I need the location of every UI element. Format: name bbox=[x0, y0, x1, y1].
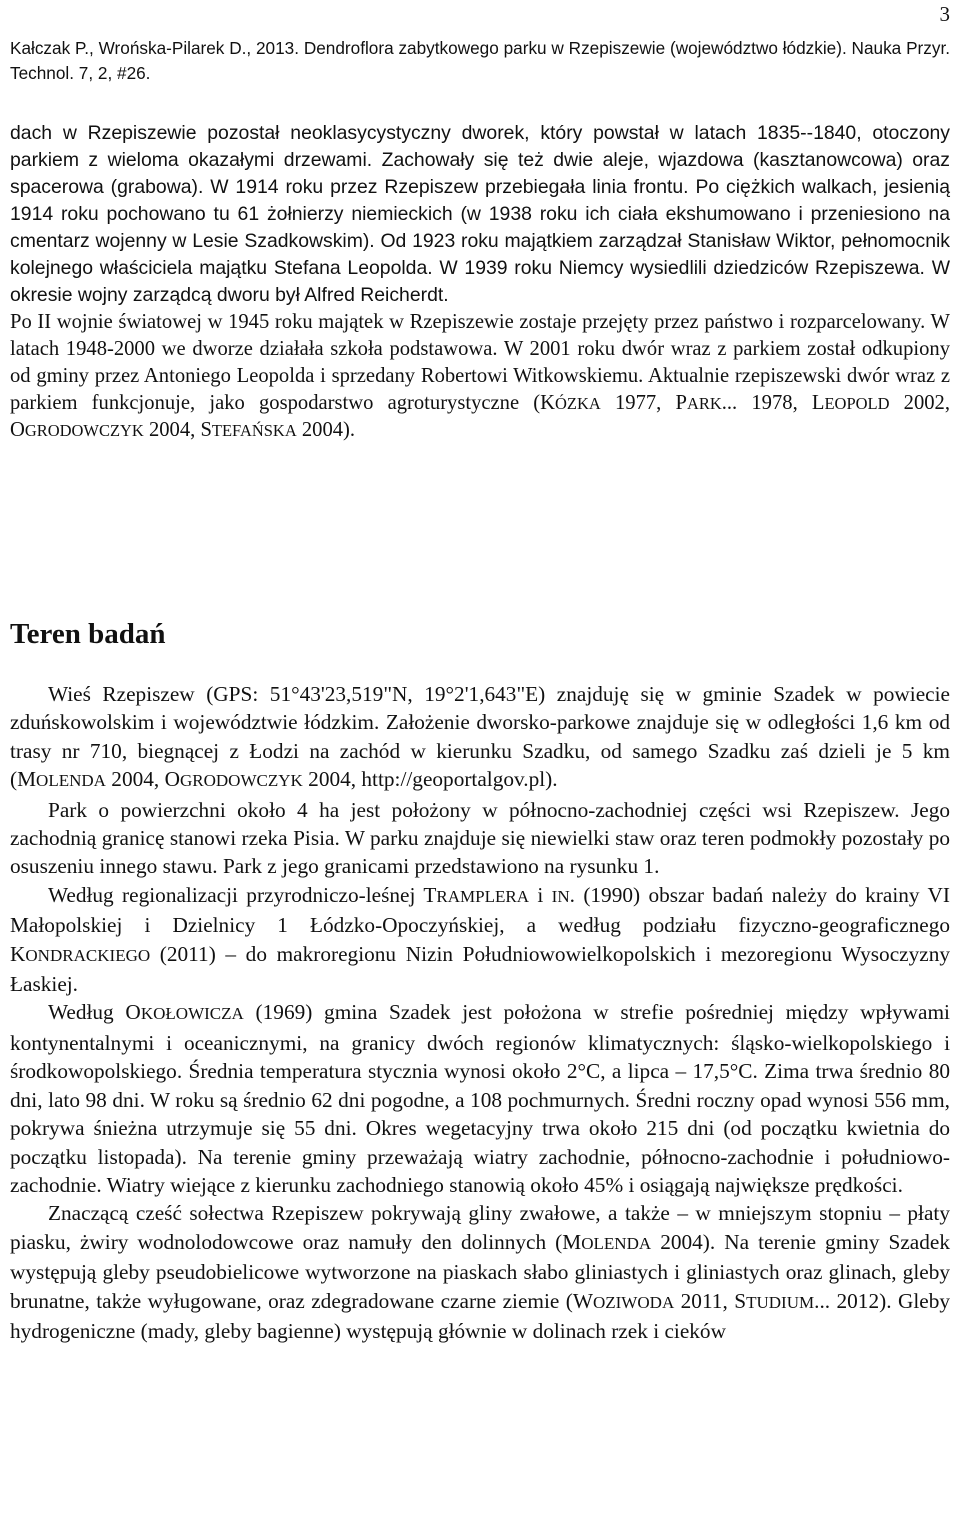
paragraph-text: ... 2012). Gleby hydrogeniczne (mady, gleby bagienne) występują głównie w dolinach rzek i cieków bbox=[10, 1288, 950, 1343]
ref-stefanska bbox=[200, 419, 355, 441]
paragraph-park: Park o powierzchni około 4 ha jest położony w północno-zachodniej części wsi Rzepiszew. Jego zachodnią granicę stanowi rzeka Pisia. W parku znajduje się niewielki staw oraz teren podmokły pozostały po osuszeniu innego stawu. Park z jego granicami przedstawiono na rysunku 1. bbox=[10, 797, 950, 879]
intro-paragraph bbox=[10, 120, 950, 444]
ref-leopold bbox=[812, 392, 950, 414]
ref-smallcaps: TEFAŃSKA bbox=[211, 421, 297, 440]
section-body bbox=[10, 680, 950, 1345]
ref-initial: O bbox=[10, 419, 25, 441]
ref-smallcaps: TUDIUM bbox=[746, 1292, 815, 1312]
ref-smallcaps: RAMPLERA bbox=[436, 886, 530, 906]
ref-smallcaps: ÓZKA bbox=[555, 394, 601, 413]
citation-header: Kałczak P., Wrońska-Pilarek D., 2013. Dendroflora zabytkowego parku w Rzepiszewie (województwo łódzkie). Nauka Przyr. Technol. 7, 2, #26. bbox=[10, 38, 950, 83]
ref-initial: M bbox=[562, 1229, 582, 1254]
paragraph-text: 2011, bbox=[674, 1288, 735, 1313]
paragraph-text: Według bbox=[48, 1000, 126, 1025]
paragraph-text: i bbox=[529, 882, 552, 907]
ref-initial: O bbox=[125, 1000, 141, 1025]
section-title: Teren badań bbox=[10, 618, 166, 650]
ref-year: 2002, bbox=[889, 392, 950, 414]
ref-initial: M bbox=[17, 767, 37, 792]
intro-text-serif bbox=[10, 309, 950, 444]
ref-initial: S bbox=[734, 1288, 747, 1313]
ref-smallcaps: IN bbox=[551, 886, 570, 906]
paragraph-text: Wieś Rzepiszew (GPS: 51°43'23,519"N, 19°2'1,643"E) znajduję się w gminie Szadek w powiecie zduńskowolskim i województwie łódzkim. Założenie dworsko-parkowe znajduje się w odległości 1,6 km od trasy nr 710, biegnącej z Łodzi na zachód w kierunku Szadku, od samego Szadku zaś dzieli je 5 km ( bbox=[10, 682, 950, 792]
ref-initial: K bbox=[540, 392, 556, 414]
ref-year: 2004, http://geoportalgov.pl). bbox=[302, 767, 558, 792]
ref-smallcaps: KOŁOWICZA bbox=[140, 1004, 244, 1024]
ref-smallcaps: OLENDA bbox=[36, 771, 106, 791]
ref-smallcaps: EOPOLD bbox=[824, 394, 890, 413]
ref-initial: L bbox=[811, 392, 825, 414]
ref-park bbox=[676, 392, 812, 414]
paragraph-text: . (1990) obszar badań należy do krainy VI Małopolskiej i Dzielnicy 1 Łódzko-Opoczyńskiej, a według podziału fizyczno-geograficznego bbox=[10, 882, 950, 938]
paragraph-text: (2011) – do makroregionu Nizin Południowowielkopolskich i mezoregionu Wysoczyzny Łaskiej. bbox=[10, 941, 950, 997]
paragraph-climate bbox=[10, 998, 950, 1199]
ref-year: 2004, bbox=[105, 767, 165, 792]
ref-smallcaps: GRODOWCZYK bbox=[24, 421, 144, 440]
ref-kozka bbox=[540, 392, 675, 414]
ref-year: 1977, bbox=[600, 392, 676, 414]
intro-text-sans: dach w Rzepiszewie pozostał neoklasycystyczny dworek, który powstał w latach 1835--1840, otoczony parkiem z wieloma okazałymi drzewami. Zachowały się też dwie aleje, wjazdowa (kasztanowcowa) oraz spacerowa (grabowa). W 1914 roku przez Rzepiszew przebiegała linia frontu. Po ciężkich walkach, jesienią 1914 roku pochowano tu 61 żołnierzy niemieckich (w 1938 roku ich ciała ekshumowano i przeniesiono na cmentarz wojenny w Lesie Szadkowskim). Od 1923 roku majątkiem zarządzał Stanisław Wiktor, pełnomocnik kolejnego właściciela majątku Stefana Leopolda. W 1939 roku Niemcy wysiedlili dziedziców Rzepiszewa. W okresie wojny zarządcą dworu był Alfred Reicherdt. bbox=[10, 122, 950, 306]
ref-initial: O bbox=[164, 767, 180, 792]
ref-year: 2004, bbox=[143, 419, 201, 441]
page-number: 3 bbox=[939, 2, 950, 26]
ref-year: ... 1978, bbox=[721, 392, 812, 414]
ref-smallcaps: GRODOWCZYK bbox=[179, 771, 303, 791]
paragraph-regionalization bbox=[10, 881, 950, 999]
ref-initial: P bbox=[675, 392, 687, 414]
paragraph-text: Według regionalizacji przyrodniczo-leśnej bbox=[48, 882, 424, 907]
ref-year: 2004). bbox=[296, 419, 356, 441]
ref-smallcaps: OLENDA bbox=[581, 1233, 652, 1253]
ref-initial: W bbox=[572, 1288, 593, 1313]
paragraph-soils bbox=[10, 1199, 950, 1345]
ref-initial: K bbox=[10, 941, 26, 966]
paragraph-location bbox=[10, 680, 950, 796]
ref-ogrodowczyk bbox=[10, 419, 200, 441]
ref-smallcaps: OZIWODA bbox=[592, 1292, 675, 1312]
paragraph-text: Znaczącą cześć sołectwa Rzepiszew pokrywają gliny zwałowe, a także – w mniejszym stopniu – płaty piasku, żwiry wodnolodowcowe oraz namuły den dolinnych ( bbox=[10, 1201, 950, 1254]
paragraph-text: (1969) gmina Szadek jest położona w strefie pośredniej między wpływami kontynentalnymi i oceanicznymi, na granicy dwóch regionów klimatycznych: śląsko-wielkopolskiego i środkowopolskiego. Średnia temperatura stycznia wynosi około 2°C, a lipca – 17,5°C. Zima trwa średnio 80 dni, lato 98 dni. W roku są średnio 62 dni pogodne, a 108 pochmurnych. Średni roczny opad wynosi 556 mm, pokrywa śnieżna utrzymuje się 55 dni. Okres wegetacyjny trwa około 215 dni (od początku kwietnia do początku listopada). Na terenie gminy przeważają wiatry zachodnie, północno-zachodnie i południowo-zachodnie. Wiatry wiejące z kierunku zachodniego stanowią około 45% i osiągają największe prędkości. bbox=[10, 1000, 950, 1197]
ref-initial: T bbox=[423, 882, 437, 907]
intro-serif-text: Po II wojnie światowej w 1945 roku majątek w Rzepiszewie zostaje przejęty przez państwo i rozparcelowany. W latach 1948-2000 we dworze działała szkoła podstawowa. W 2001 roku dwór wraz z parkiem został odkupiony od gminy przez Antoniego Leopolda i sprzedany Robertowi Witkowskiemu. Aktualnie rzepiszewski dwór wraz z parkiem funkcjonuje, jako gospodarstwo agroturystyczne ( bbox=[10, 311, 950, 414]
ref-initial: S bbox=[200, 419, 212, 441]
ref-smallcaps: ARK bbox=[686, 394, 722, 413]
ref-smallcaps: ONDRACKIEGO bbox=[25, 945, 151, 965]
paragraph-text: 2004). Na terenie gminy Szadek występują gleby pseudobielicowe wytworzone na piaskach słabo gliniastych i gliniastych oraz glinach, gleby brunatne, także wyługowane, oraz zdegradowane czarne ziemie ( bbox=[10, 1229, 950, 1313]
